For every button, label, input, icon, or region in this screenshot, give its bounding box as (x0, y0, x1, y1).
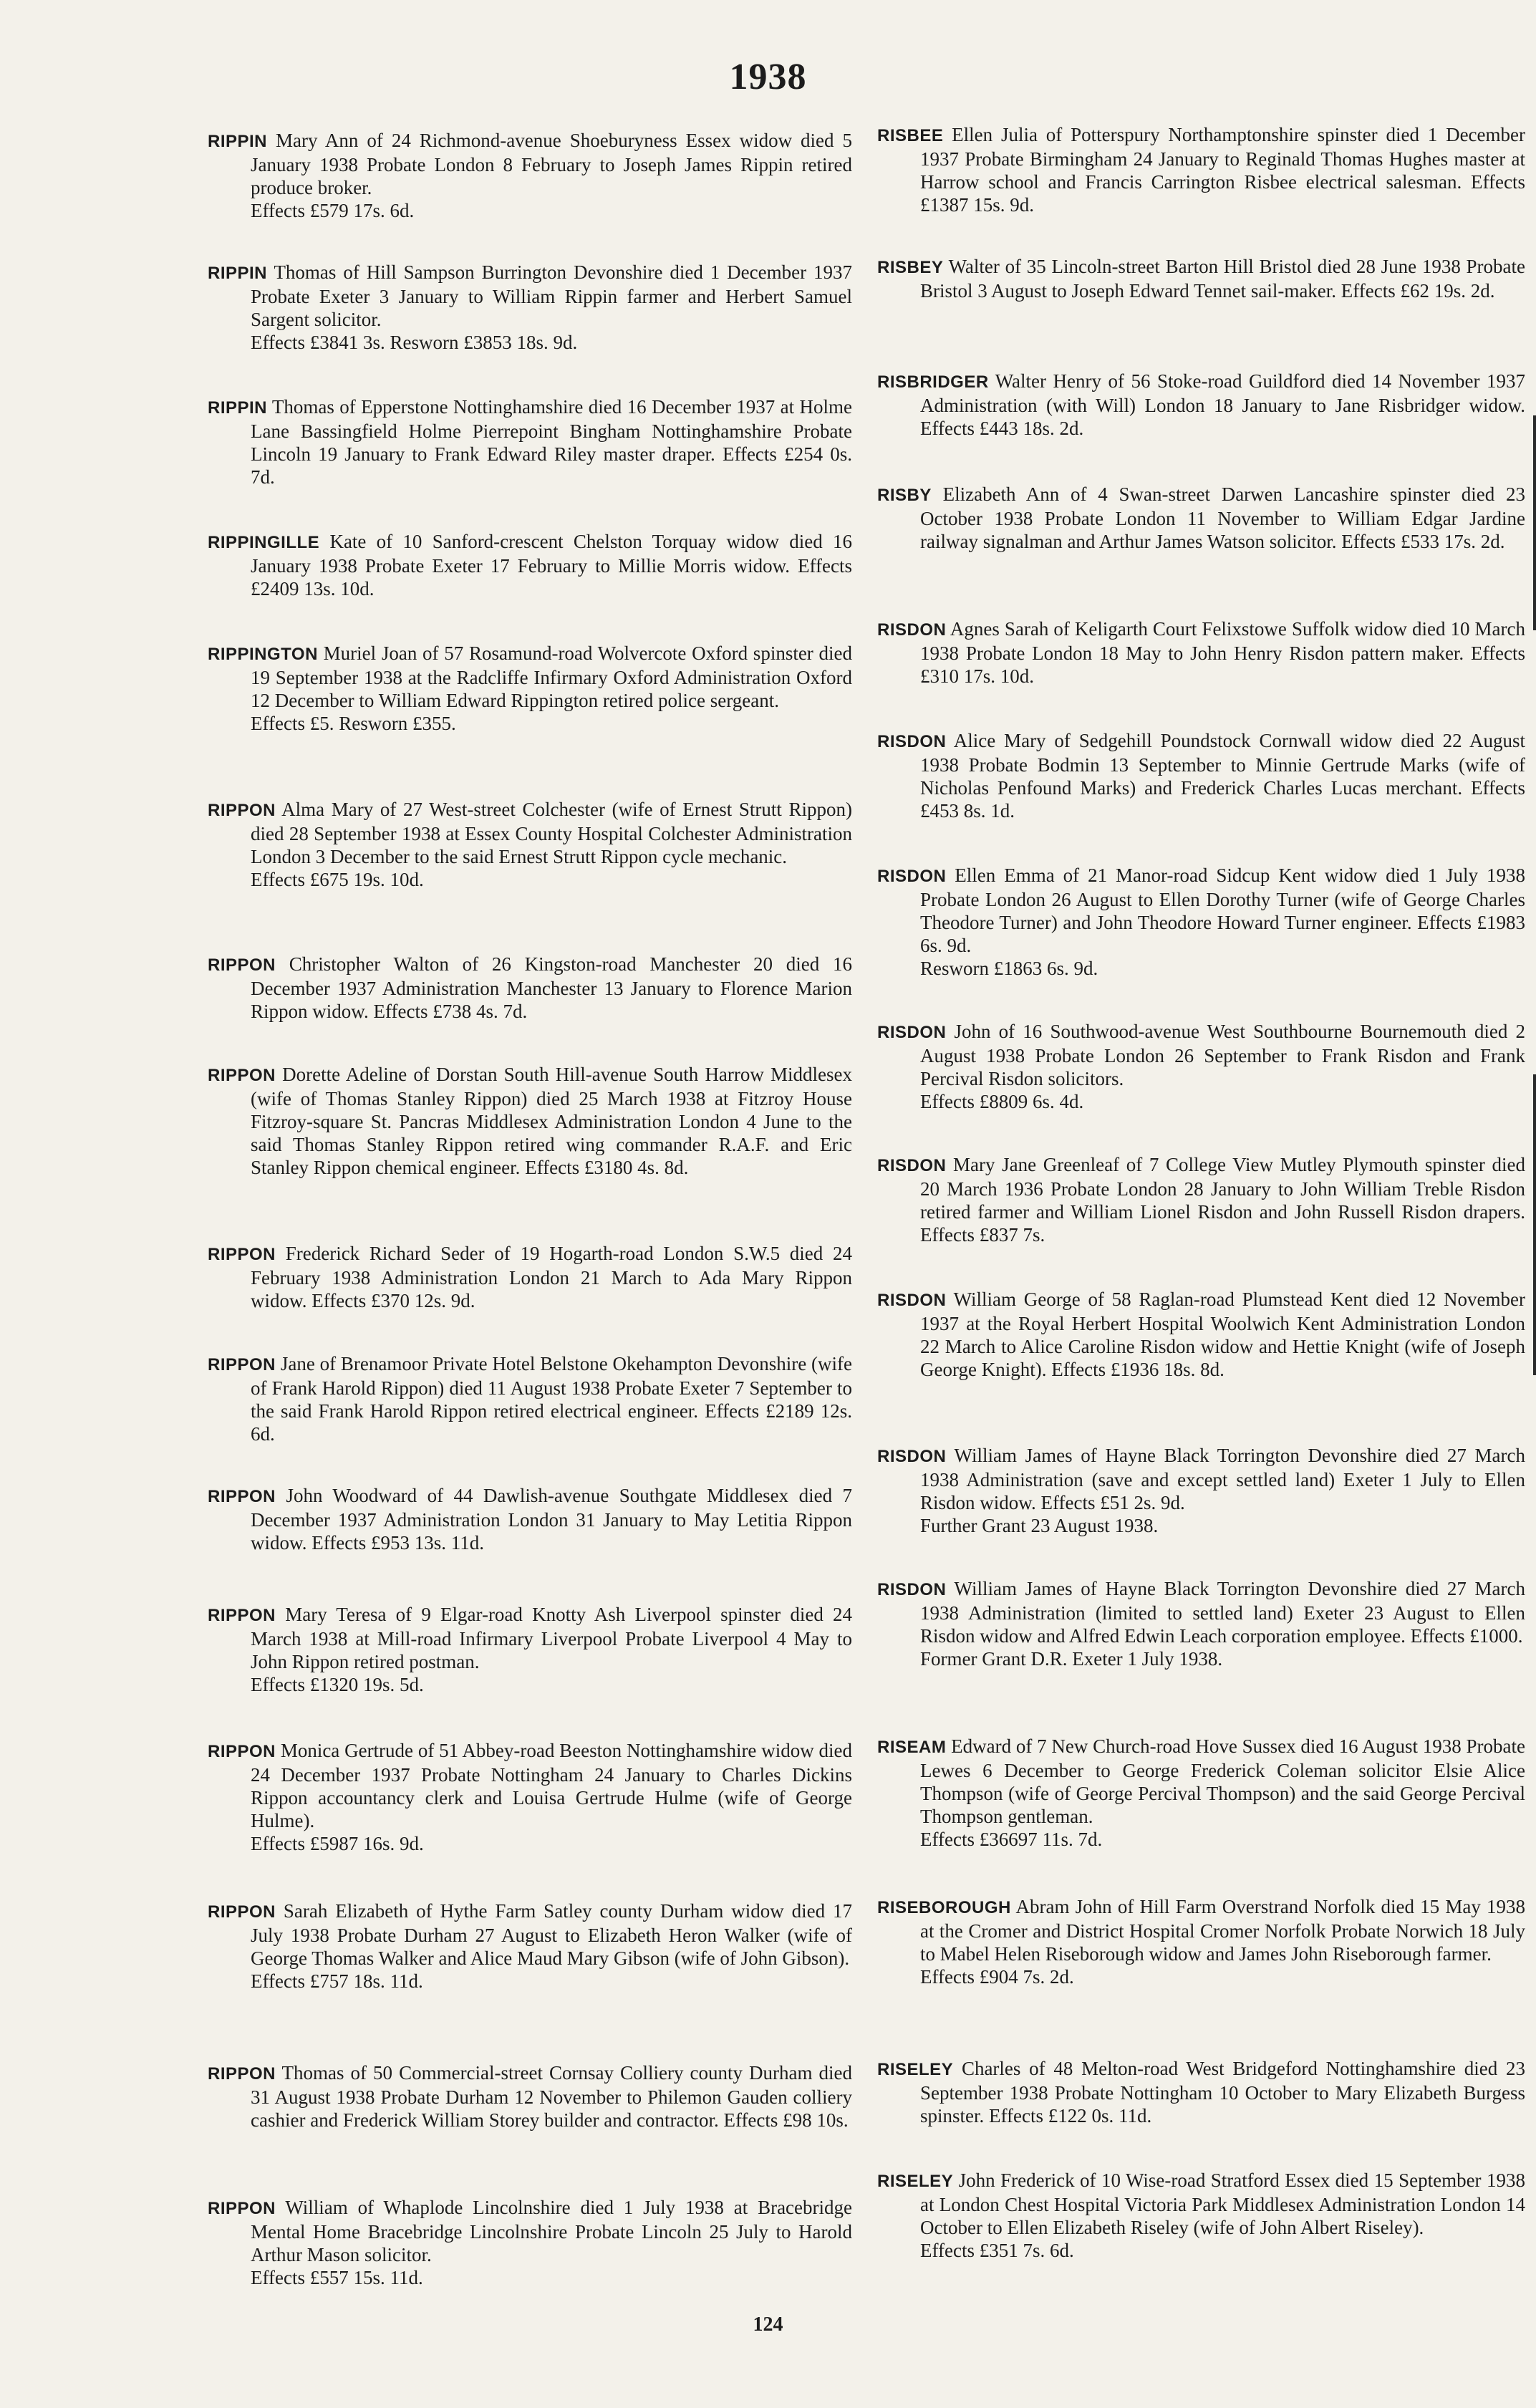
entry-text: Walter Henry of 56 Stoke-road Guildford died 14 November 1937 Administration (with Will) London 18 January to Jane Risbridger widow. Effects £443 18s. 2d. (920, 370, 1525, 439)
page-edge-mark (1533, 415, 1536, 630)
entry-text: Mary Teresa of 9 Elgar-road Knotty Ash Liverpool spinster died 24 March 1938 at Mill-road Infirmary Liverpool Probate Liverpool 4 May to John Rippon retired postman. (251, 1604, 853, 1672)
entry-effects: Effects £904 7s. 2d. (920, 1966, 1074, 1988)
surname: RIPPINGTON (208, 645, 318, 664)
surname: RISDON (877, 1447, 947, 1466)
entry-text: Edward of 7 New Church-road Hove Sussex died 16 August 1938 Probate Lewes 6 December to George Frederick Coleman solicitor Elsie Alice Thompson (wife of George Percival Thompson) and the said George Percival Thompson gentleman. (920, 1735, 1525, 1827)
page-number: 124 (753, 2313, 783, 2336)
entry-effects: Former Grant D.R. Exeter 1 July 1938. (920, 1648, 1223, 1670)
surname: RISDON (877, 1580, 947, 1599)
surname: RIPPON (208, 2064, 276, 2084)
entry-text: Sarah Elizabeth of Hythe Farm Satley county Durham widow died 17 July 1938 Probate Durham 27 August to Elizabeth Heron Walker (wife of George Thomas Walker and Alice Maud Mary Gibson (wife of John Gibson). (251, 1900, 853, 1969)
surname: RISDON (877, 1156, 947, 1175)
entry-effects: Effects £5987 16s. 9d. (251, 1833, 424, 1854)
probate-entry (877, 2057, 1525, 2127)
surname: RIPPON (208, 1355, 276, 1374)
probate-entry (877, 370, 1525, 440)
surname: RIPPIN (208, 264, 268, 283)
surname: RIPPON (208, 801, 276, 820)
probate-entry (208, 953, 852, 1023)
surname: RISBRIDGER (877, 372, 989, 392)
probate-entry (877, 1577, 1525, 1670)
surname: RIPPON (208, 1606, 276, 1625)
surname: RIPPON (208, 1487, 276, 1506)
entry-effects: Further Grant 23 August 1938. (920, 1515, 1159, 1536)
probate-entry (877, 483, 1525, 553)
entry-text: Mary Ann of 24 Richmond-avenue Shoeburyness Essex widow died 5 January 1938 Probate London 8 February to Joseph James Rippin retired produce broker. (251, 130, 853, 198)
surname: RIPPON (208, 1245, 276, 1264)
surname: RISBEE (877, 126, 944, 145)
entry-text: Thomas of 50 Commercial-street Cornsay Colliery county Durham died 31 August 1938 Probate Durham 12 November to Philemon Gauden colliery cashier and Frederick William Storey builder and contractor. Effects £98 10s. (251, 2062, 852, 2131)
probate-entry (877, 1735, 1525, 1851)
entry-text: William George of 58 Raglan-road Plumstead Kent died 12 November 1937 at the Royal Herbert Hospital Woolwich Kent Administration London 22 March to Alice Caroline Risdon widow and Hettie Knight (wife of Joseph George Knight). Effects £1936 18s. 8d. (920, 1289, 1525, 1380)
surname: RISEBOROUGH (877, 1898, 1011, 1917)
probate-entry (208, 530, 852, 600)
entry-text: Thomas of Epperstone Nottinghamshire died 16 December 1937 at Holme Lane Bassingfield Holme Pierrepoint Bingham Nottinghamshire Probate Lincoln 19 January to Frank Edward Riley master draper. Effects £254 0s. 7d. (251, 396, 853, 488)
surname: RIPPIN (208, 398, 268, 418)
surname: RISEAM (877, 1738, 947, 1757)
entry-text: Charles of 48 Melton-road West Bridgeford Nottinghamshire died 23 September 1938 Probate Nottingham 10 October to Mary Elizabeth Burgess spinster. Effects £122 0s. 11d. (920, 2058, 1525, 2127)
surname: RISBY (877, 486, 932, 505)
probate-entry (208, 261, 852, 354)
page-edge-mark (1533, 1074, 1536, 1375)
surname: RISDON (877, 1023, 947, 1042)
probate-entry (208, 1739, 852, 1855)
probate-entry (208, 129, 852, 222)
entry-effects: Effects £351 7s. 6d. (920, 2240, 1074, 2261)
probate-entry (208, 1242, 852, 1312)
surname: RISDON (877, 867, 947, 886)
probate-entry (877, 1288, 1525, 1381)
probate-entry (877, 1895, 1525, 1988)
surname: RIPPON (208, 1742, 276, 1761)
entry-text: William of Whaplode Lincolnshire died 1 July 1938 at Bracebridge Mental Home Bracebridge Lincolnshire Probate Lincoln 25 July to Harold Arthur Mason solicitor. (251, 2197, 852, 2265)
entry-effects: Resworn £1863 6s. 9d. (920, 958, 1098, 979)
probate-entry (877, 2169, 1525, 2262)
entry-text: Agnes Sarah of Keligarth Court Felixstowe Suffolk widow died 10 March 1938 Probate London 18 May to John Henry Risdon pattern maker. Effects £310 17s. 10d. (920, 618, 1525, 687)
probate-entry (208, 1063, 852, 1179)
entry-text: John Frederick of 10 Wise-road Stratford Essex died 15 September 1938 at London Chest Hospital Victoria Park Middlesex Administration London 14 October to Ellen Elizabeth Riseley (wife of John Albert Riseley). (920, 2169, 1525, 2238)
entry-text: Walter of 35 Lincoln-street Barton Hill Bristol died 28 June 1938 Probate Bristol 3 August to Joseph Edward Tennet sail-maker. Effects £62 19s. 2d. (920, 256, 1525, 302)
surname: RISDON (877, 732, 947, 751)
entry-effects: Effects £1320 19s. 5d. (251, 1674, 424, 1695)
probate-entry (208, 798, 852, 891)
surname: RISELEY (877, 2172, 954, 2191)
entry-effects: Effects £5. Resworn £355. (251, 713, 456, 734)
surname: RIPPON (208, 1066, 276, 1085)
surname: RIPPON (208, 955, 276, 975)
entry-text: William James of Hayne Black Torrington Devonshire died 27 March 1938 Administration (save and except settled land) Exeter 1 July to Ellen Risdon widow. Effects £51 2s. 9d. (920, 1445, 1526, 1513)
probate-entry (208, 395, 852, 488)
entry-text: Muriel Joan of 57 Rosamund-road Wolvercote Oxford spinster died 19 September 1938 at the Radcliffe Infirmary Oxford Administration Oxford 12 December to William Edward Rippington retired police sergeant. (251, 642, 852, 711)
probate-entry (877, 864, 1525, 980)
probate-entry (208, 2196, 852, 2289)
entry-effects: Effects £36697 11s. 7d. (920, 1829, 1103, 1850)
probate-entry (877, 1020, 1525, 1113)
surname: RIPPON (208, 1902, 276, 1922)
surname: RISBEY (877, 258, 944, 277)
entry-text: Thomas of Hill Sampson Burrington Devonshire died 1 December 1937 Probate Exeter 3 January to William Rippin farmer and Herbert Samuel Sargent solicitor. (251, 261, 852, 330)
entry-text: Alma Mary of 27 West-street Colchester (wife of Ernest Strutt Rippon) died 28 September 1938 at Essex County Hospital Colchester Administration London 3 December to the said Ernest Strutt Rippon cycle mechanic. (251, 799, 853, 867)
entry-text: Elizabeth Ann of 4 Swan-street Darwen Lancashire spinster died 23 October 1938 Probate London 11 November to William Edgar Jardine railway signalman and Arthur James Watson solicitor. Effects £533 17s. 2d. (920, 483, 1526, 552)
entry-effects: Effects £557 15s. 11d. (251, 2267, 423, 2288)
entry-text: Frederick Richard Seder of 19 Hogarth-road London S.W.5 died 24 February 1938 Administration London 21 March to Ada Mary Rippon widow. Effects £370 12s. 9d. (251, 1243, 853, 1311)
entry-text: Monica Gertrude of 51 Abbey-road Beeston Nottinghamshire widow died 24 December 1937 Probate Nottingham 24 January to Charles Dickins Rippon accountancy clerk and Louisa Gertrude Hulme (wife of George Hulme). (251, 1740, 852, 1831)
probate-entry (208, 1352, 852, 1445)
probate-entry (208, 1603, 852, 1696)
probate-entry (877, 729, 1525, 822)
probate-entry (877, 1444, 1525, 1537)
probate-entry (208, 2061, 852, 2132)
entry-text: John of 16 Southwood-avenue West Southbourne Bournemouth died 2 August 1938 Probate London 26 September to Frank Risdon and Frank Percival Risdon solicitors. (920, 1021, 1525, 1089)
entry-effects: Effects £3841 3s. Resworn £3853 18s. 9d. (251, 332, 578, 353)
page-year: 1938 (729, 57, 807, 97)
surname: RISELEY (877, 2060, 954, 2079)
entry-text: John Woodward of 44 Dawlish-avenue Southgate Middlesex died 7 December 1937 Administration London 31 January to May Letitia Rippon widow. Effects £953 13s. 11d. (251, 1485, 852, 1554)
entry-effects: Effects £579 17s. 6d. (251, 200, 415, 221)
entry-text: Ellen Emma of 21 Manor-road Sidcup Kent widow died 1 July 1938 Probate London 26 August to Ellen Dorothy Turner (wife of George Charles Theodore Turner) and John Theodore Howard Turner engineer. Effects £1983 6s. 9d. (920, 865, 1526, 956)
probate-entry (877, 617, 1525, 688)
probate-entry (877, 255, 1525, 302)
entry-text: Dorette Adeline of Dorstan South Hill-avenue South Harrow Middlesex (wife of Thomas Stanley Rippon) died 25 March 1938 at Fitzroy House Fitzroy-square St. Pancras Middlesex Administration London 4 June to the said Thomas Stanley Rippon retired wing commander R.A.F. and Eric Stanley Rippon chemical engineer. Effects £3180 4s. 8d. (251, 1064, 853, 1178)
entry-text: William James of Hayne Black Torrington Devonshire died 27 March 1938 Administration (limited to settled land) Exeter 23 August to Ellen Risdon widow and Alfred Edwin Leach corporation employee. Effects £1000. (920, 1578, 1526, 1647)
surname: RIPPIN (208, 132, 268, 151)
entry-effects: Effects £8809 6s. 4d. (920, 1091, 1084, 1112)
entry-text: Alice Mary of Sedgehill Poundstock Cornwall widow died 22 August 1938 Probate Bodmin 13 September to Minnie Gertrude Marks (wife of Nicholas Penfound Marks) and Frederick Charles Lucas merchant. Effects £453 8s. 1d. (920, 730, 1525, 822)
probate-entry (208, 1899, 852, 1993)
probate-entry (877, 1153, 1525, 1246)
probate-entry (877, 123, 1525, 216)
entry-text: Abram John of Hill Farm Overstrand Norfolk died 15 May 1938 at the Cromer and District Hospital Cromer Norfolk Probate Norwich 18 July to Mabel Helen Riseborough widow and James John Riseborough farmer. (920, 1896, 1525, 1965)
surname: RISDON (877, 620, 947, 640)
entry-text: Kate of 10 Sanford-crescent Chelston Torquay widow died 16 January 1938 Probate Exeter 17 February to Millie Morris widow. Effects £2409 13s. 10d. (251, 531, 853, 599)
entry-effects: Effects £675 19s. 10d. (251, 869, 424, 890)
entry-text: Jane of Brenamoor Private Hotel Belstone Okehampton Devonshire (wife of Frank Harold Rippon) died 11 August 1938 Probate Exeter 7 September to the said Frank Harold Rippon retired electrical engineer. Effects £2189 12s. 6d. (251, 1353, 853, 1445)
entry-effects: Effects £757 18s. 11d. (251, 1970, 423, 1992)
probate-entry (208, 642, 852, 735)
probate-entry (208, 1484, 852, 1554)
surname: RIPPINGILLE (208, 533, 320, 552)
surname: RIPPON (208, 2199, 276, 2218)
entry-text: Christopher Walton of 26 Kingston-road Manchester 20 died 16 December 1937 Administration Manchester 13 January to Florence Marion Rippon widow. Effects £738 4s. 7d. (251, 953, 853, 1022)
entry-text: Ellen Julia of Potterspury Northamptonshire spinster died 1 December 1937 Probate Birmingham 24 January to Reginald Thomas Hughes master at Harrow school and Francis Carrington Risbee electrical salesman. Effects £1387 15s. 9d. (920, 124, 1525, 216)
entry-text: Mary Jane Greenleaf of 7 College View Mutley Plymouth spinster died 20 March 1936 Probate London 28 January to John William Treble Risdon retired farmer and William Lionel Risdon and John Russell Risdon drapers. Effects £837 7s. (920, 1154, 1526, 1246)
surname: RISDON (877, 1291, 947, 1310)
